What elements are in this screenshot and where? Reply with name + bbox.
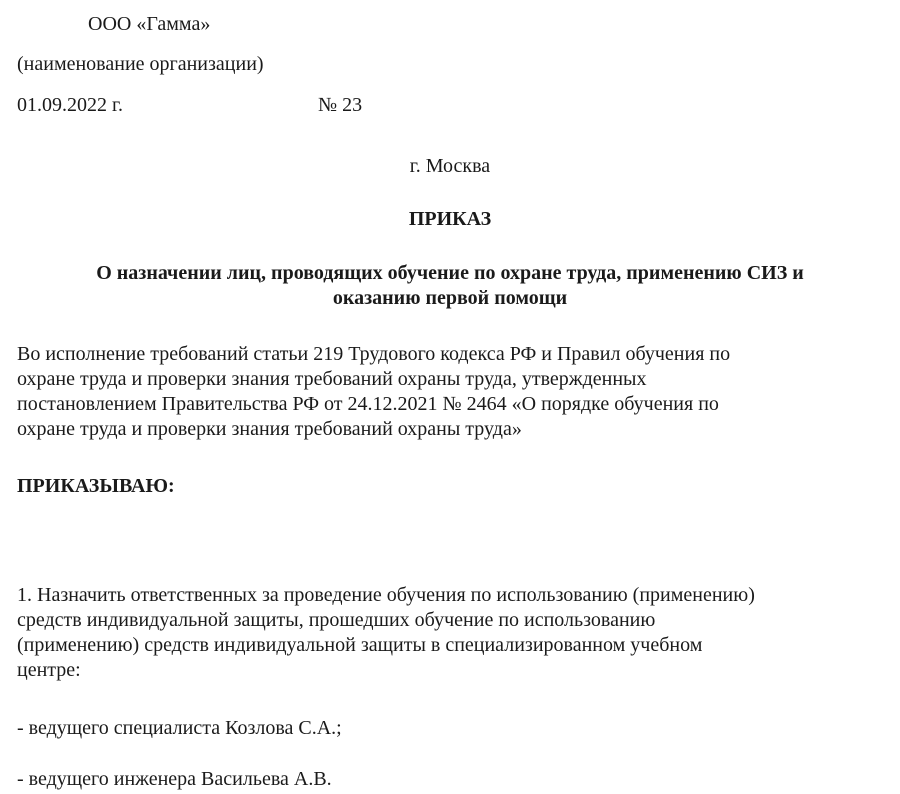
preamble-line: охране труда и проверки знания требований охраны труда, утвержденных <box>17 368 647 390</box>
item-1-line: центре: <box>17 659 81 681</box>
item-1-line: (применению) средств индивидуальной защиты в специализированном учебном <box>17 634 703 656</box>
organization-caption: (наименование организации) <box>17 53 264 75</box>
person-2: - ведущего инженера Васильева А.В. <box>17 768 332 790</box>
item-1 <box>17 583 887 683</box>
subject-line-2: оказанию первой помощи <box>332 287 568 309</box>
organization-name: ООО «Гамма» <box>88 13 211 35</box>
person-1: - ведущего специалиста Козлова С.А.; <box>17 717 342 739</box>
preamble-line: Во исполнение требований статьи 219 Трудового кодекса РФ и Правил обучения по <box>17 343 731 365</box>
item-1-line: 1. Назначить ответственных за проведение обучения по использованию (применению) <box>17 584 755 606</box>
preamble-line: охране труда и проверки знания требований охраны труда» <box>17 418 522 440</box>
order-word: ПРИКАЗЫВАЮ: <box>17 475 175 497</box>
item-1-line: средств индивидуальной защиты, прошедших обучение по использованию <box>17 609 656 631</box>
subject-line-1: О назначении лиц, проводящих обучение по охране труда, применению СИЗ и <box>96 262 804 284</box>
preamble <box>17 342 887 442</box>
order-number: № 23 <box>318 94 363 116</box>
preamble-line: постановлением Правительства РФ от 24.12.2021 № 2464 «О порядке обучения по <box>17 393 719 415</box>
order-date: 01.09.2022 г. <box>17 94 123 116</box>
document-title: ПРИКАЗ <box>408 208 492 230</box>
city: г. Москва <box>409 155 491 177</box>
